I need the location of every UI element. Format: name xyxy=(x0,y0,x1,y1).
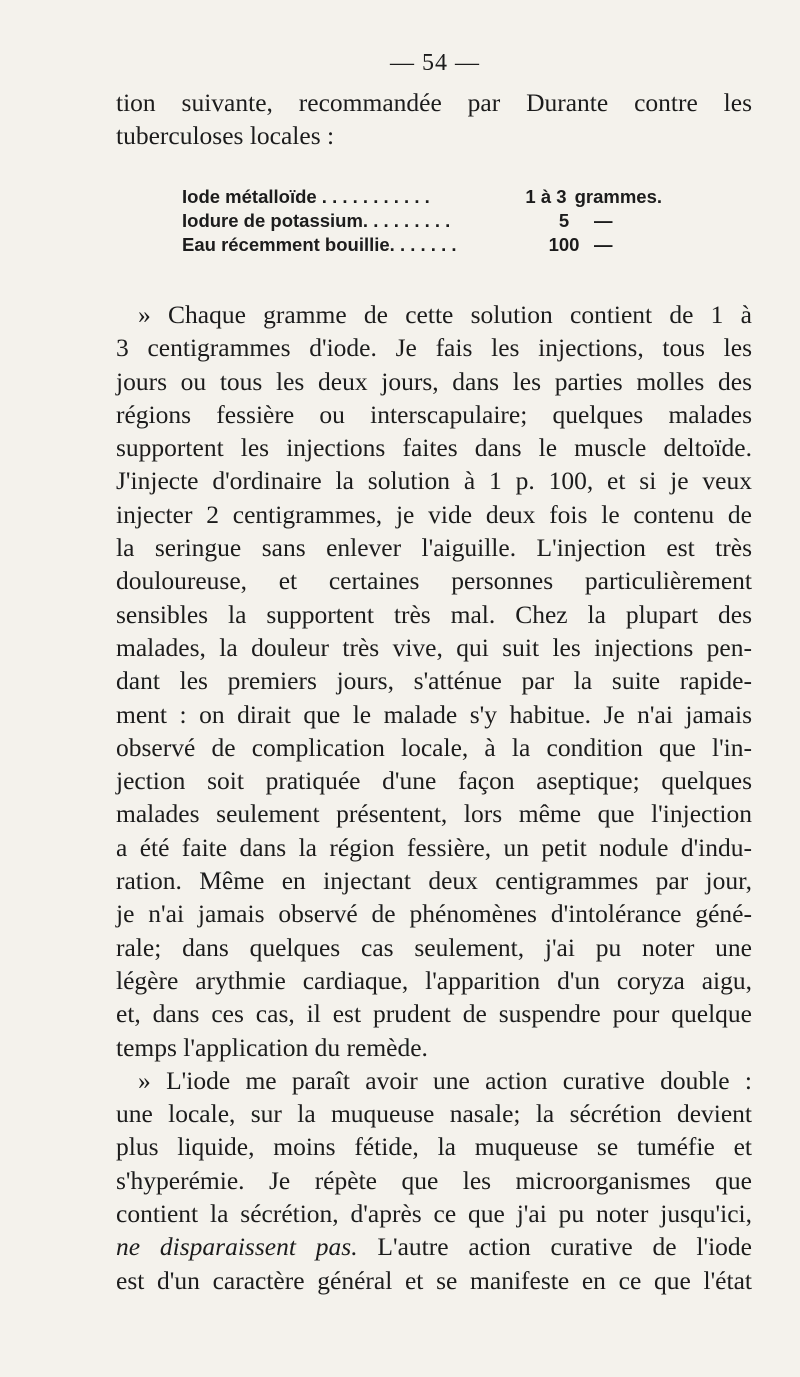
text-line: injecter 2 centigrammes, je vide deux fois le contenu de xyxy=(116,499,752,529)
text-line: et, dans ces cas, il est prudent de suspendre pour quelque xyxy=(116,999,752,1029)
intro-paragraph xyxy=(116,86,752,153)
text-line: » L'iode me paraît avoir une action curative double : xyxy=(138,1065,752,1095)
recipe-unit: — xyxy=(594,234,613,255)
text-line: supportent les injections faites dans le muscle deltoïde. xyxy=(116,433,752,463)
recipe-item: Iode métalloïde . . . . . . . . . . . xyxy=(182,186,430,207)
text-line: J'injecte d'ordinaire la solution à 1 p. 100, et si je veux xyxy=(116,466,752,496)
text-line: la seringue sans enlever l'aiguille. L'injection est très xyxy=(116,533,752,563)
text-line: régions fessière ou interscapulaire; quelques malades xyxy=(116,399,752,429)
recipe-amount: 1 à 3 xyxy=(525,186,567,207)
text-line: observé de complication locale, à la condition que l'in- xyxy=(116,732,752,762)
recipe-item: Eau récemment bouillie. . . . . . . xyxy=(182,234,457,255)
text-span: L'autre action curative de l'iode xyxy=(357,1232,752,1262)
recipe-amount: 100 xyxy=(548,234,580,255)
text-line: légère arythmie cardiaque, l'apparition d'un coryza aigu, xyxy=(116,965,752,995)
text-line: ration. Même en injectant deux centigrammes par jour, xyxy=(116,866,752,896)
text-line: contient la sécrétion, d'après ce que j'ai pu noter jusqu'ici, xyxy=(116,1199,752,1229)
recipe-unit: grammes. xyxy=(574,186,662,207)
text-line: malades seulement présentent, lors même que l'injection xyxy=(116,799,752,829)
text-line: je n'ai jamais observé de phénomènes d'intolérance géné- xyxy=(116,899,752,929)
text-line: temps l'application du remède. xyxy=(116,1032,428,1062)
recipe-item: Iodure de potassium. . . . . . . . . xyxy=(182,210,451,231)
text-line: ment : on dirait que le malade s'y habitue. Je n'ai jamais xyxy=(116,699,752,729)
text-line: jours ou tous les deux jours, dans les parties molles des xyxy=(116,366,752,396)
text-line: une locale, sur la muqueuse nasale; la sécrétion devient xyxy=(116,1099,752,1129)
text-line: rale; dans quelques cas seulement, j'ai pu noter une xyxy=(116,932,752,962)
recipe-amount: 5 xyxy=(558,210,570,231)
text-line: jection soit pratiquée d'une façon aseptique; quelques xyxy=(116,766,752,796)
recipe-row xyxy=(182,185,662,209)
text-line: dant les premiers jours, s'atténue par la suite rapide- xyxy=(116,666,752,696)
text-line: est d'un caractère général et se manifeste en ce que l'état xyxy=(116,1265,752,1295)
text-line: sensibles la supportent très mal. Chez la plupart des xyxy=(116,599,752,629)
recipe-table xyxy=(182,185,662,257)
text-line: » Chaque gramme de cette solution contient de 1 à xyxy=(138,300,752,329)
body-text xyxy=(116,298,752,1297)
text-line: s'hyperémie. Je répète que les microorganismes que xyxy=(116,1165,752,1195)
text-line: a été faite dans la région fessière, un petit nodule d'indu- xyxy=(116,832,752,862)
text-line: tion suivante, recommandée par Durante contre les xyxy=(116,88,752,117)
page-number: — 54 — xyxy=(390,50,480,76)
text-line: malades, la douleur très vive, qui suit les injections pen- xyxy=(116,632,752,662)
recipe-row xyxy=(182,209,662,233)
recipe-row xyxy=(182,233,662,257)
text-line: douloureuse, et certaines personnes particulièrement xyxy=(116,566,752,596)
italic-text: ne disparaissent pas. xyxy=(116,1232,358,1262)
text-line: tuberculoses locales : xyxy=(116,121,335,151)
recipe-unit: — xyxy=(594,210,613,231)
text-line: 3 centigrammes d'iode. Je fais les injections, tous les xyxy=(116,333,752,363)
text-line: plus liquide, moins fétide, la muqueuse se tuméfie et xyxy=(116,1132,752,1162)
text-line xyxy=(116,1230,752,1263)
